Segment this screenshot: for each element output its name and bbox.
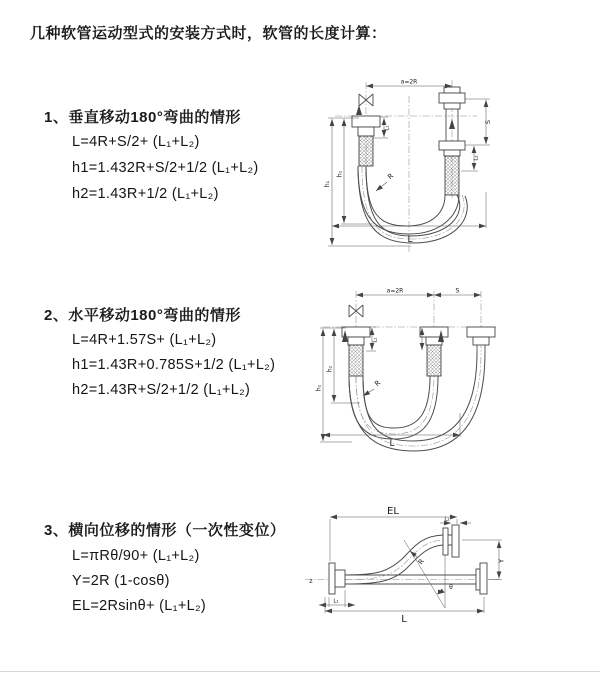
- dim-label-h1: h₁: [315, 384, 323, 392]
- section-3-formula-el: EL=2Rsinθ+ (L₁+L₂): [72, 598, 207, 614]
- dim-label-s: S: [484, 119, 492, 125]
- vertical-180-bend-diagram: [315, 74, 555, 258]
- section-2-formula-h2: h2=1.43R+S/2+1/2 (L₁+L₂): [72, 382, 251, 398]
- dim-label-l: L: [401, 614, 407, 625]
- left-riser-fitting: [352, 105, 380, 166]
- dim-label-y: Y: [497, 558, 506, 564]
- dim-label-l: L: [407, 235, 413, 245]
- radius-label-r: R: [373, 378, 383, 389]
- radius-label-r: R: [416, 557, 427, 567]
- dim-label-l: L: [389, 439, 395, 449]
- dimensions: [324, 79, 492, 247]
- horizontal-180-bend-diagram: [310, 285, 572, 455]
- dim-label-l1: L₁: [333, 598, 339, 605]
- left-riser-fitting: [342, 327, 370, 376]
- section-3-heading: 3、横向位移的情形（一次性变位）: [44, 522, 286, 539]
- right-riser-fitting: [467, 327, 495, 352]
- dimensions: [319, 506, 506, 625]
- section-3-formula-l: L=πRθ/90+ (L₁+L₂): [72, 548, 200, 564]
- lateral-displacement-diagram: [300, 505, 595, 645]
- hose-curves: [349, 352, 485, 451]
- page-title: 几种软管运动型式的安装方式时，软管的长度计算：: [30, 25, 387, 42]
- upper-right-flange-fitting: [443, 525, 459, 557]
- radius-label-r: R: [386, 171, 396, 182]
- dim-label-l2: L₂: [444, 516, 450, 523]
- travel-arrow-up: [356, 105, 362, 115]
- dim-label-h2: h₂: [326, 365, 334, 373]
- section-2-heading: 2、水平移动180°弯曲的情形: [44, 307, 241, 324]
- hose-s-curve: [345, 535, 443, 584]
- dim-label-a2r: a=2R: [386, 287, 404, 295]
- section-1-formula-h1: h1=1.432R+S/2+1/2 (L₁+L₂): [72, 160, 259, 176]
- dim-label-l1: L₁: [372, 337, 379, 343]
- dim-label-h2: h₂: [336, 170, 344, 178]
- dim-label-l1: L₁: [384, 125, 391, 131]
- section-1-heading: 1、垂直移动180°弯曲的情形: [44, 109, 241, 126]
- dim-label-s: S: [455, 286, 460, 295]
- dim-label-h1: h₁: [324, 180, 331, 188]
- section-2-formula-l: L=4R+1.57S+ (L₁+L₂): [72, 332, 217, 348]
- middle-riser-fitting: [420, 327, 448, 376]
- straight-pipe-position: [345, 563, 487, 594]
- angle-label-theta: θ: [449, 584, 453, 591]
- section-2-formula-h1: h1=1.43R+0.785S+1/2 (L₁+L₂): [72, 357, 276, 373]
- travel-arrow-up: [449, 119, 455, 129]
- section-1-formula-l: L=4R+S/2+ (L₁+L₂): [72, 134, 200, 150]
- left-flange-fitting: [329, 563, 345, 594]
- dim-label-a2r: a=2R: [400, 78, 418, 86]
- centerline-z-mark: z: [309, 577, 313, 585]
- page-bottom-rule: [0, 671, 600, 672]
- right-riser-fitting: [439, 87, 465, 195]
- dim-label-el: EL: [387, 506, 399, 517]
- section-1-formula-h2: h2=1.43R+1/2 (L₁+L₂): [72, 186, 219, 202]
- dim-label-l2: L₂: [473, 155, 480, 161]
- section-3-formula-y: Y=2R (1-cosθ): [72, 573, 170, 589]
